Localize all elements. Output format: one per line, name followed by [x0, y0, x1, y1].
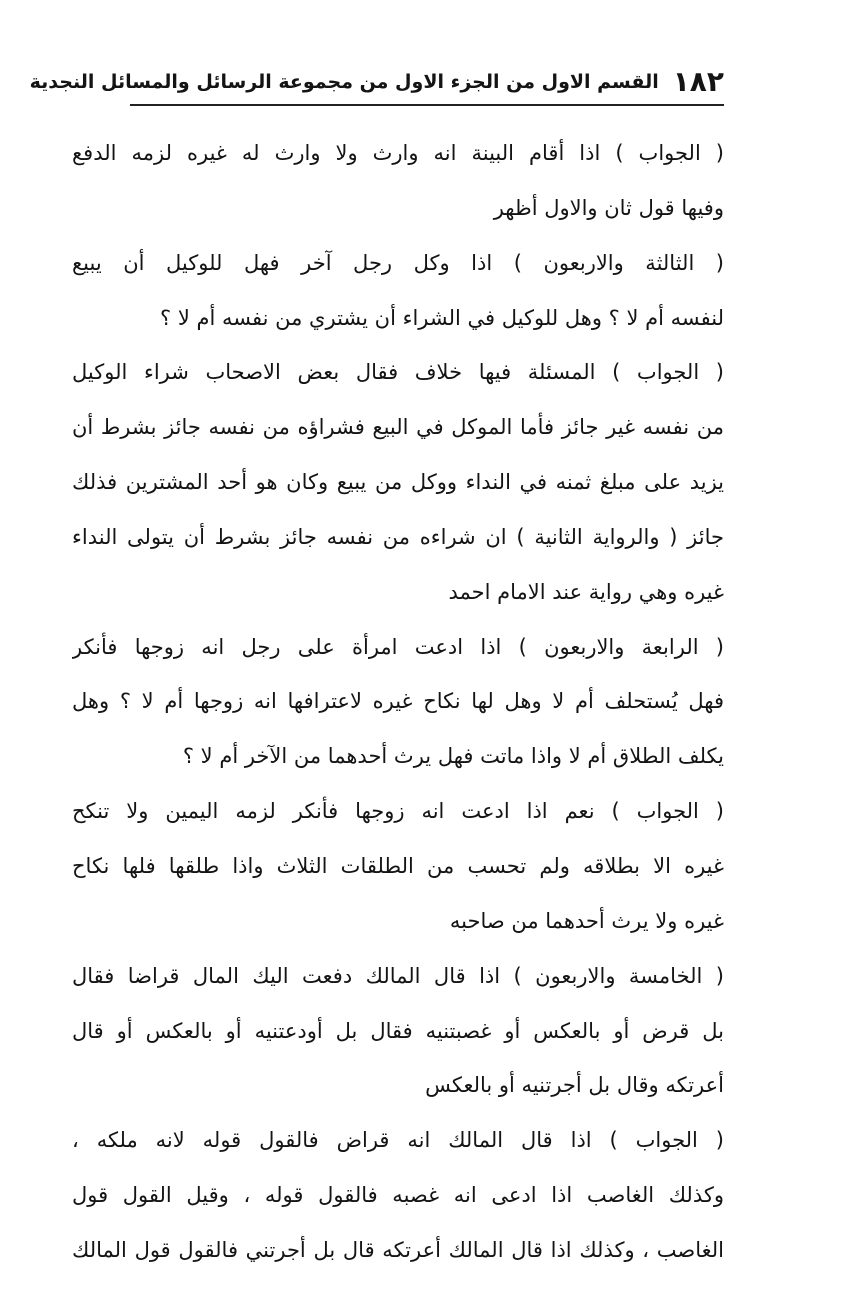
text-line: غيره الا بطلاقه ولم تحسب من الطلقات الثلاث واذا طلقها فلها نكاح	[72, 853, 724, 878]
running-title: القسم الاول من الجزء الاول من مجموعة الرسائل والمسائل النجدية	[29, 71, 659, 93]
text-line: جائز ( والرواية الثانية ) ان شراءه من نفسه جائز بشرط أن يتولى النداء	[72, 524, 724, 549]
text-line: لنفسه أم لا ؟ وهل للوكيل في الشراء أن يشتري من نفسه أم لا ؟	[160, 305, 724, 330]
text-line: غيره ولا يرث أحدهما من صاحبه	[449, 908, 724, 933]
text-line: الغاصب ، وكذلك اذا قال المالك أعرتكه قال بل أجرتني فالقول قول المالك	[72, 1237, 724, 1262]
text-line: ( الرابعة والاربعون ) اذا ادعت امرأة على رجل انه زوجها فأنكر	[72, 634, 724, 659]
page-number: ١٨٢	[672, 65, 724, 98]
body-text	[72, 126, 724, 1278]
text-line: من نفسه غير جائز فأما الموكل في البيع فشراؤه من نفسه جائز بشرط أن	[72, 415, 724, 440]
page-header	[29, 62, 724, 102]
text-line: ( الجواب ) اذا قال المالك انه قراض فالقول قوله لانه ملكه ،	[72, 1128, 724, 1153]
text-line: وفيها قول ثان والاول أظهر	[493, 195, 724, 220]
text-line: يزيد على مبلغ ثمنه في النداء ووكل من يبيع وكان هو أحد المشترين فذلك	[72, 470, 724, 495]
text-line: فهل يُستحلف أم لا وهل لها نكاح غيره لاعترافها انه زوجها أم لا ؟ وهل	[72, 689, 724, 714]
text-line: ( الخامسة والاربعون ) اذا قال المالك دفعت اليك المال قراضا فقال	[72, 963, 724, 988]
text-line: ( الجواب ) اذا أقام البينة انه وارث ولا وارث له غيره لزمه الدفع	[72, 141, 724, 165]
text-line: بل قرض أو بالعكس أو غصبتنيه فقال بل أودعتنيه أو بالعكس أو قال	[72, 1018, 724, 1043]
text-line: يكلف الطلاق أم لا واذا ماتت فهل يرث أحدهما من الآخر أم لا ؟	[182, 744, 724, 769]
text-line: ( الثالثة والاربعون ) اذا وكل رجل آخر فهل للوكيل أن يبيع	[72, 250, 724, 275]
text-line: ( الجواب ) المسئلة فيها خلاف فقال بعض الاصحاب شراء الوكيل	[72, 360, 724, 385]
text-line: ( الجواب ) نعم اذا ادعت انه زوجها فأنكر لزمه اليمين ولا تنكح	[72, 799, 724, 824]
text-line: غيره وهي رواية عند الامام احمد	[448, 579, 724, 604]
text-line: وكذلك الغاصب اذا ادعى انه غصبه فالقول قوله ، وقيل القول قول	[72, 1183, 724, 1208]
header-divider	[130, 104, 724, 106]
text-line: أعرتكه وقال بل أجرتنيه أو بالعكس	[425, 1073, 724, 1098]
